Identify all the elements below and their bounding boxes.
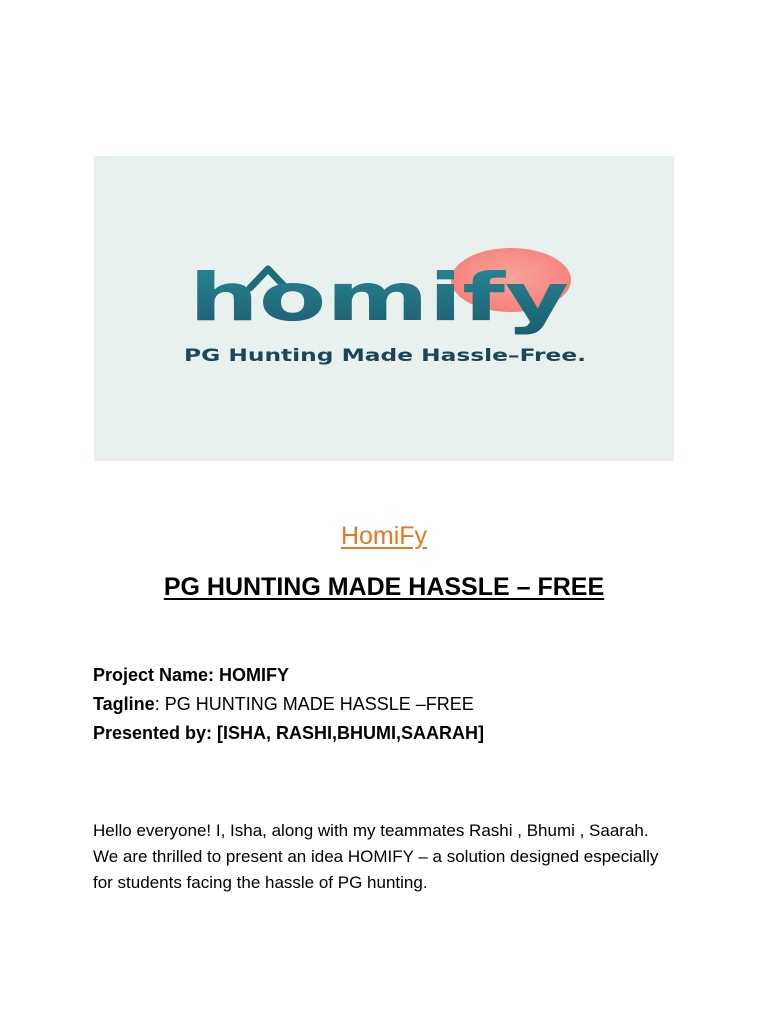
tagline-label: Tagline <box>93 694 155 714</box>
brand-heading: HomiFy <box>340 522 428 550</box>
project-name-value: HOMIFY <box>214 665 290 685</box>
logo-wordmark: homify <box>189 259 569 336</box>
project-details <box>93 661 693 748</box>
presented-by-row <box>93 719 693 748</box>
logo-banner <box>94 156 674 461</box>
project-name-row <box>93 661 693 690</box>
tagline-heading: PG HUNTING MADE HASSLE – FREE <box>163 573 605 601</box>
logo-tagline: PG Hunting Made Hassle–Free. <box>184 346 586 366</box>
project-name-label: Project Name: <box>93 665 215 685</box>
tagline-value: : PG HUNTING MADE HASSLE –FREE <box>154 694 474 714</box>
presented-by-value: [ISHA, RASHI,BHUMI,SAARAH] <box>212 723 485 743</box>
tagline-row <box>93 690 693 719</box>
homify-logo <box>94 156 674 461</box>
intro-paragraph: Hello everyone! I, Isha, along with my teammates Rashi , Bhumi , Saarah. We are thrilled to present an idea HOMIFY – a solution designed especially for students facing the hassle of PG hunting. <box>93 821 659 892</box>
presented-by-label: Presented by: <box>93 723 213 743</box>
